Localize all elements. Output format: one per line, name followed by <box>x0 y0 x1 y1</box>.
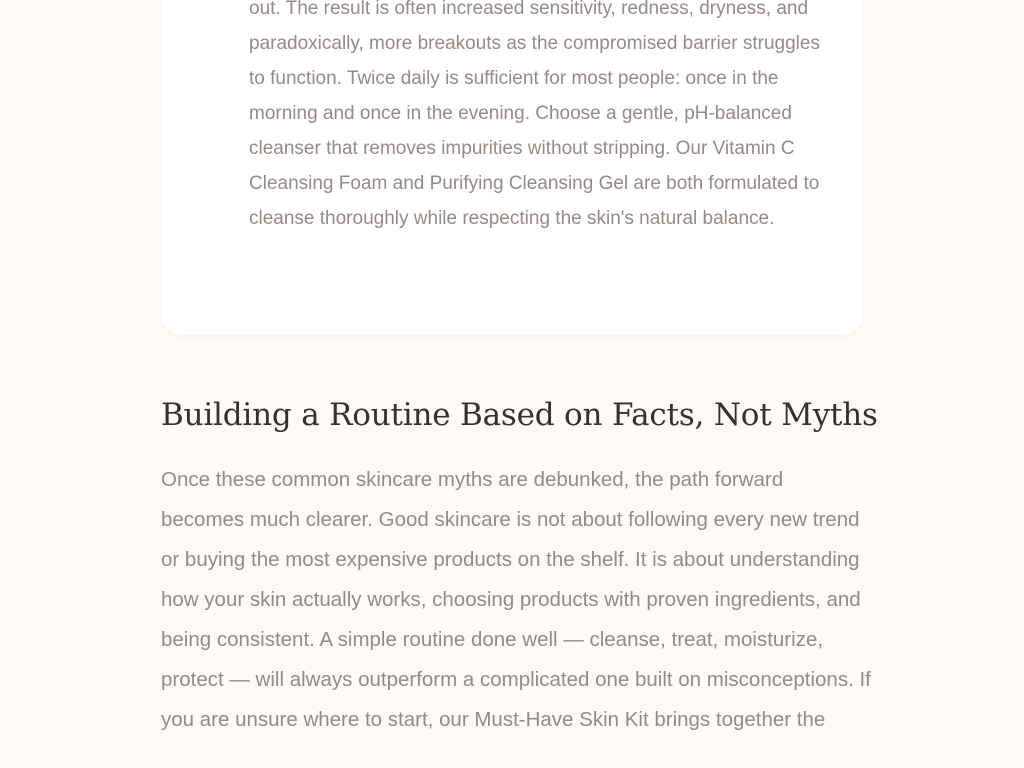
section-body-text: Once these common skincare myths are debunked, the path forward becomes much clearer. Good skincare is not about following every new trend or buying the most expensive products on the shelf. It is about understanding how your skin actually works, choosing products with proven ingredients, and being consistent. A simple routine done well — cleanse, treat, moisturize, protect — will always outperform a complicated one built on misconceptions. If you are unsure where to start, our Must-Have Skin Kit brings together the <box>161 468 871 731</box>
section-heading: Building a Routine Based on Facts, Not Myths <box>161 397 878 433</box>
myth-card <box>161 0 863 335</box>
myth-card-text: out. The result is often increased sensitivity, redness, dryness, and paradoxically, more breakouts as the compromised barrier struggles to function. Twice daily is sufficient for most people: once in the morning and once in the evening. Choose a gentle, pH-balanced cleanser that removes impurities without stripping. Our Vitamin C Cleansing Foam and Purifying Cleansing Gel are both formulated to cleanse thoroughly while respecting the skin's natural balance. <box>249 0 820 229</box>
